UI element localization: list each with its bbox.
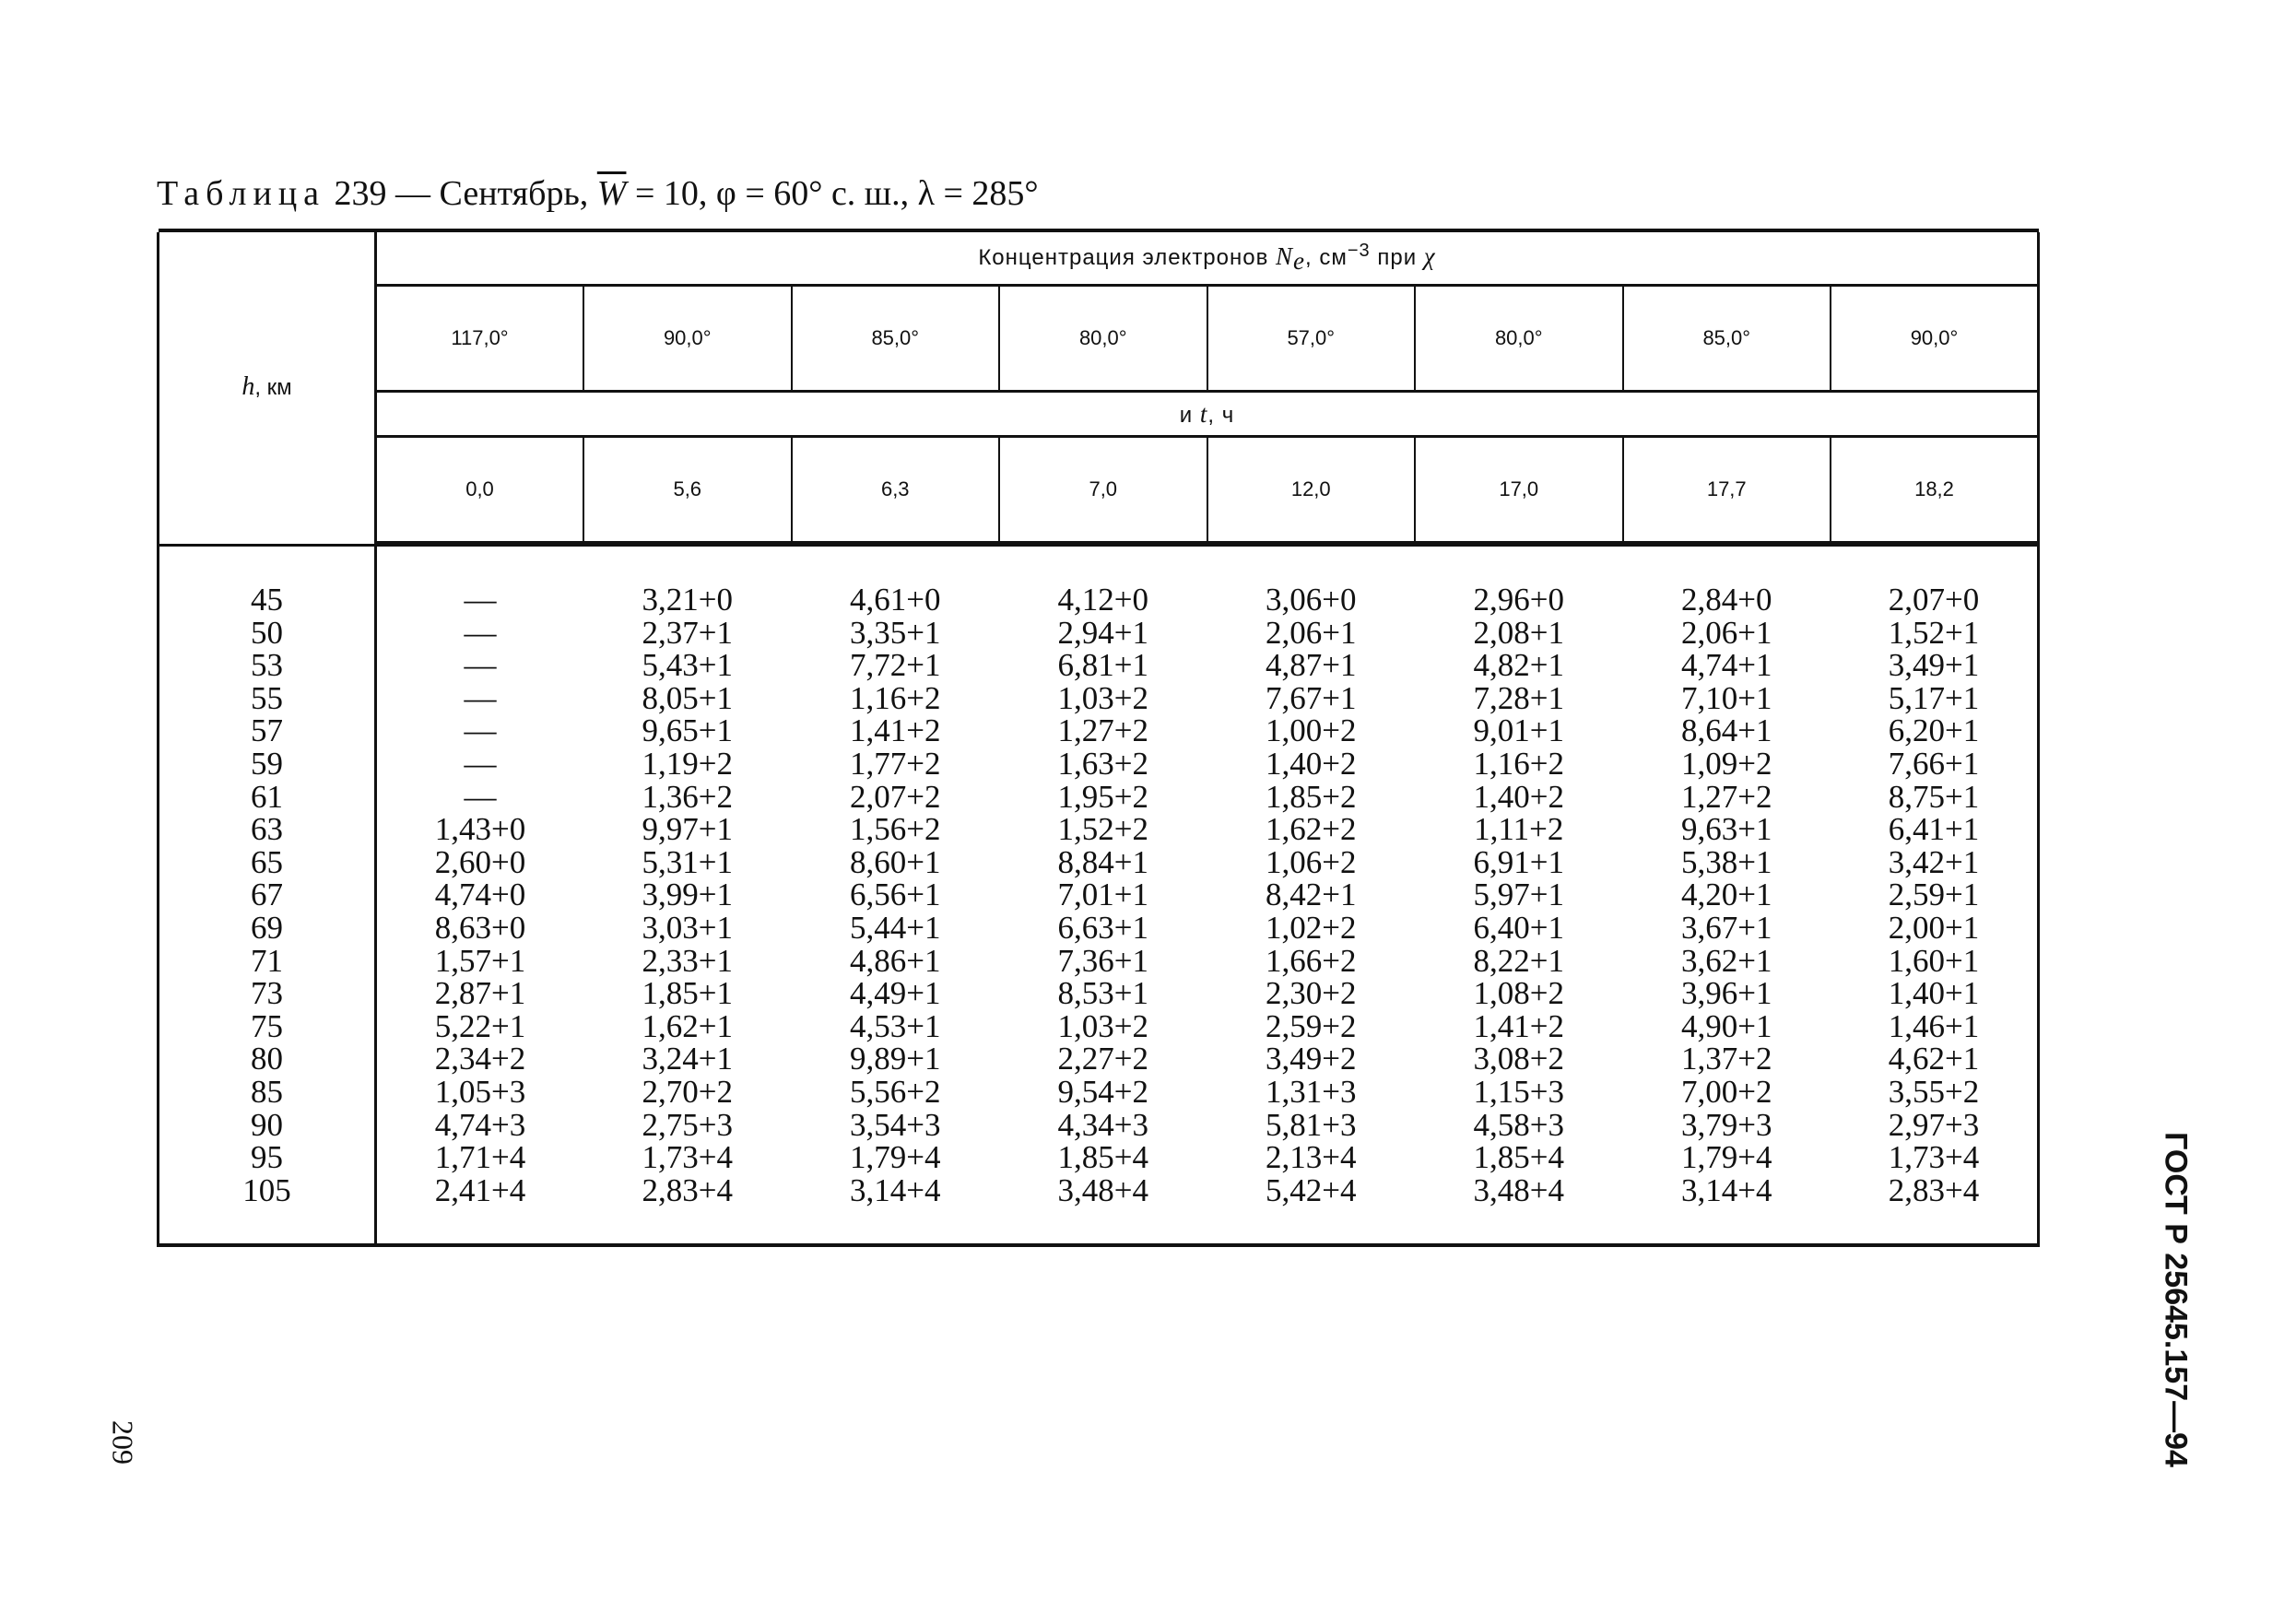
concentration-value: 2,97+3 — [1831, 1109, 2039, 1142]
time-value: 17,7 — [1623, 437, 1831, 543]
concentration-value: 1,11+2 — [1474, 811, 1564, 848]
concentration-value: 3,24+1 — [642, 1041, 733, 1077]
concentration-value: 3,67+1 — [1681, 909, 1772, 946]
height-value: 63 — [159, 813, 376, 846]
concentration-value: 3,48+4 — [1057, 1171, 1148, 1208]
concentration-value: 2,07+2 — [850, 778, 941, 815]
concentration-value: 1,31+3 — [1266, 1073, 1357, 1110]
table-title — [157, 173, 1039, 214]
concentration-value: 2,60+0 — [376, 846, 584, 879]
concentration-value: 2,41+4 — [376, 1174, 584, 1207]
concentration-value: 1,73+4 — [1831, 1141, 2039, 1174]
concentration-value: 1,27+2 — [1681, 778, 1772, 815]
concentration-value: 5,42+4 — [1266, 1171, 1357, 1208]
concentration-value: 4,87+1 — [1266, 647, 1357, 684]
concentration-value: 1,37+2 — [1681, 1041, 1772, 1077]
group-label-unit: , см — [1305, 244, 1348, 270]
concentration-value: 8,63+0 — [376, 912, 584, 945]
concentration-value: 9,97+1 — [642, 811, 733, 848]
concentration-value: 1,36+2 — [642, 778, 733, 815]
concentration-value: 1,85+4 — [1057, 1139, 1148, 1176]
concentration-value: 2,33+1 — [642, 942, 733, 979]
concentration-value: 1,43+0 — [376, 813, 584, 846]
concentration-value: 1,56+2 — [850, 811, 941, 848]
time-value: 7,0 — [999, 437, 1207, 543]
concentration-value: 6,40+1 — [1473, 909, 1564, 946]
table-row — [159, 1109, 2039, 1142]
height-value: 61 — [159, 781, 376, 814]
concentration-value: 2,70+2 — [642, 1073, 733, 1110]
concentration-value: 5,43+1 — [642, 647, 733, 684]
concentration-value: 5,97+1 — [1473, 877, 1564, 913]
concentration-value: 1,52+2 — [1057, 811, 1148, 848]
concentration-value: 2,06+1 — [1266, 614, 1357, 651]
pad-cell — [159, 1206, 376, 1245]
concentration-value: 3,99+1 — [642, 877, 733, 913]
concentration-value: 8,64+1 — [1681, 712, 1772, 749]
concentration-value: 1,79+4 — [850, 1139, 941, 1176]
concentration-value: 3,49+1 — [1831, 649, 2039, 682]
concentration-value: 1,52+1 — [1831, 617, 2039, 650]
concentration-value: 8,42+1 — [1266, 877, 1357, 913]
concentration-value: 1,85+4 — [1473, 1139, 1564, 1176]
concentration-value: 3,06+0 — [1266, 582, 1357, 618]
concentration-value: 4,34+3 — [1057, 1106, 1148, 1143]
group-label-at: при — [1370, 244, 1424, 270]
concentration-value: 3,96+1 — [1681, 975, 1772, 1012]
concentration-value: 8,60+1 — [850, 843, 941, 880]
concentration-value: 4,62+1 — [1831, 1042, 2039, 1076]
concentration-value: — — [376, 682, 584, 715]
concentration-value: 1,63+2 — [1057, 745, 1148, 782]
height-value: 90 — [159, 1109, 376, 1142]
pad-cell — [583, 1206, 792, 1245]
time-value: 17,0 — [1415, 437, 1623, 543]
concentration-value: 3,48+4 — [1473, 1171, 1564, 1208]
page-number-text: 209 — [106, 1420, 140, 1465]
concentration-value: 4,61+0 — [850, 582, 941, 618]
table-body — [157, 583, 2040, 1247]
concentration-value: 7,67+1 — [1266, 679, 1357, 716]
concentration-value: 1,41+2 — [850, 712, 941, 749]
time-label-text: и — [1179, 402, 1200, 428]
concentration-value: 8,53+1 — [1057, 975, 1148, 1012]
concentration-value: 7,36+1 — [1057, 942, 1148, 979]
ne-symbol: N — [1276, 241, 1294, 270]
table-title-w: $\overline{W}$ — [596, 174, 627, 213]
concentration-value: 3,62+1 — [1681, 942, 1772, 979]
pad-cell — [1207, 1206, 1416, 1245]
concentration-value: 3,35+1 — [850, 614, 941, 651]
electron-concentration-table — [157, 229, 2040, 583]
concentration-value: 2,87+1 — [376, 977, 584, 1010]
data-table-wrapper — [157, 229, 2037, 1247]
concentration-value: 3,08+2 — [1473, 1041, 1564, 1077]
ne-subscript: e — [1293, 247, 1306, 276]
concentration-value: 2,84+0 — [1681, 582, 1772, 618]
height-value: 50 — [159, 617, 376, 650]
concentration-value: 9,65+1 — [642, 712, 733, 749]
chi-value: 80,0° — [999, 286, 1207, 392]
height-value: 59 — [159, 747, 376, 781]
concentration-value: 4,53+1 — [850, 1007, 941, 1044]
concentration-value: 4,74+3 — [376, 1109, 584, 1142]
height-value: 55 — [159, 682, 376, 715]
concentration-value: 1,16+2 — [850, 679, 941, 716]
pad-cell — [1415, 1206, 1623, 1245]
bottom-rule — [159, 1245, 2039, 1247]
table-row — [159, 781, 2039, 814]
concentration-value: 5,17+1 — [1831, 682, 2039, 715]
concentration-value: 1,62+1 — [642, 1007, 733, 1044]
concentration-value: 5,81+3 — [1266, 1106, 1357, 1143]
concentration-value: 2,75+3 — [642, 1106, 733, 1143]
table-title-params: = 10, φ = 60° с. ш., λ = 285° — [626, 174, 1039, 213]
concentration-value: 5,22+1 — [376, 1010, 584, 1043]
concentration-value: — — [376, 747, 584, 781]
chi-value: 80,0° — [1415, 286, 1623, 392]
concentration-value: 2,37+1 — [642, 614, 733, 651]
concentration-value: 9,63+1 — [1681, 811, 1772, 848]
concentration-value: 1,40+2 — [1473, 778, 1564, 815]
concentration-value: 3,21+0 — [642, 582, 733, 618]
concentration-value: 9,01+1 — [1473, 712, 1564, 749]
concentration-value: 2,30+2 — [1266, 975, 1357, 1012]
concentration-value: 2,96+0 — [1473, 582, 1564, 618]
table-title-prefix: Таблица — [157, 174, 326, 213]
concentration-value: 1,40+2 — [1266, 745, 1357, 782]
table-row — [159, 1174, 2039, 1207]
concentration-value: 9,54+2 — [1057, 1073, 1148, 1110]
chi-value: 57,0° — [1207, 286, 1416, 392]
height-value: 71 — [159, 945, 376, 978]
concentration-value: 2,27+2 — [1057, 1041, 1148, 1077]
chi-value: 117,0° — [376, 286, 584, 392]
concentration-value: 7,10+1 — [1681, 679, 1772, 716]
table-row — [159, 1042, 2039, 1076]
concentration-value: 1,03+2 — [1057, 679, 1148, 716]
concentration-value: — — [376, 617, 584, 650]
chi-value: 85,0° — [1623, 286, 1831, 392]
concentration-value: 7,01+1 — [1057, 877, 1148, 913]
concentration-value: — — [376, 781, 584, 814]
time-value: 12,0 — [1207, 437, 1416, 543]
table-row — [159, 649, 2039, 682]
concentration-value: 8,22+1 — [1473, 942, 1564, 979]
pad-cell — [1415, 546, 1623, 584]
concentration-value: 1,05+3 — [376, 1076, 584, 1109]
concentration-value: 1,73+4 — [642, 1139, 733, 1176]
concentration-value: 7,00+2 — [1681, 1073, 1772, 1110]
concentration-value: 3,54+3 — [850, 1106, 941, 1143]
chi-value: 90,0° — [583, 286, 792, 392]
time-value: 0,0 — [376, 437, 584, 543]
pad-cell — [1623, 1206, 1831, 1245]
pad-cell — [376, 1206, 584, 1245]
concentration-value: 4,82+1 — [1473, 647, 1564, 684]
standard-designation-text: ГОСТ Р 25645.157—94 — [2158, 1132, 2194, 1467]
concentration-value: 1,06+2 — [1266, 843, 1357, 880]
concentration-value: 1,41+2 — [1473, 1007, 1564, 1044]
concentration-value: 1,15+3 — [1473, 1073, 1564, 1110]
concentration-value: 3,14+4 — [850, 1171, 941, 1208]
concentration-value: 1,09+2 — [1681, 745, 1772, 782]
standard-designation — [2148, 1115, 2203, 1484]
concentration-value: 2,34+2 — [376, 1042, 584, 1076]
concentration-value: 2,08+1 — [1473, 614, 1564, 651]
concentration-value: 7,66+1 — [1831, 747, 2039, 781]
height-value: 75 — [159, 1010, 376, 1043]
concentration-value: 4,49+1 — [850, 975, 941, 1012]
height-value: 73 — [159, 977, 376, 1010]
height-header — [159, 232, 376, 543]
concentration-value: 3,79+3 — [1681, 1106, 1772, 1143]
concentration-value: 1,77+2 — [850, 745, 941, 782]
concentration-value: 4,74+0 — [376, 878, 584, 912]
concentration-value: 8,84+1 — [1057, 843, 1148, 880]
concentration-value: 8,75+1 — [1831, 781, 2039, 814]
pad-cell — [1831, 1206, 2039, 1245]
concentration-value: 8,05+1 — [642, 679, 733, 716]
concentration-value: 2,59+2 — [1266, 1007, 1357, 1044]
concentration-value: 5,44+1 — [850, 909, 941, 946]
concentration-value: 1,71+4 — [376, 1141, 584, 1174]
concentration-value: 1,62+2 — [1266, 811, 1357, 848]
concentration-value: 1,85+2 — [1266, 778, 1357, 815]
concentration-value: 1,60+1 — [1831, 945, 2039, 978]
table-row — [159, 583, 2039, 617]
table-title-month: — Сентябрь, — [386, 174, 597, 213]
height-value: 57 — [159, 714, 376, 747]
concentration-value: 2,13+4 — [1266, 1139, 1357, 1176]
pad-cell — [1831, 546, 2039, 584]
pad-cell — [376, 546, 584, 584]
concentration-value: 1,66+2 — [1266, 942, 1357, 979]
concentration-value: 7,72+1 — [850, 647, 941, 684]
concentration-value: 2,07+0 — [1831, 583, 2039, 617]
concentration-value: 6,20+1 — [1831, 714, 2039, 747]
concentration-value: 1,40+1 — [1831, 977, 2039, 1010]
time-group-header — [376, 392, 2039, 437]
concentration-value: 4,12+0 — [1057, 582, 1148, 618]
concentration-value: 3,42+1 — [1831, 846, 2039, 879]
concentration-value: — — [376, 583, 584, 617]
table-row — [159, 714, 2039, 747]
concentration-value: 1,79+4 — [1681, 1139, 1772, 1176]
page-number — [100, 1410, 146, 1475]
concentration-value: 2,83+4 — [642, 1171, 733, 1208]
concentration-value: 4,58+3 — [1473, 1106, 1564, 1143]
group-label-exponent: −3 — [1347, 240, 1371, 261]
concentration-value: 2,00+1 — [1831, 912, 2039, 945]
concentration-value: 6,81+1 — [1057, 647, 1148, 684]
concentration-value: 2,94+1 — [1057, 614, 1148, 651]
table-row — [159, 912, 2039, 945]
table-row — [159, 945, 2039, 978]
concentration-value: 4,86+1 — [850, 942, 941, 979]
concentration-value: 4,20+1 — [1681, 877, 1772, 913]
height-value: 53 — [159, 649, 376, 682]
table-row — [159, 1076, 2039, 1109]
chi-value: 90,0° — [1831, 286, 2039, 392]
chi-value: 85,0° — [792, 286, 1000, 392]
group-label-text: Концентрация электронов — [978, 244, 1277, 270]
table-row — [159, 1010, 2039, 1043]
concentration-value: 1,00+2 — [1266, 712, 1357, 749]
concentration-group-header — [376, 232, 2039, 284]
concentration-value: 2,06+1 — [1681, 614, 1772, 651]
table-row — [159, 682, 2039, 715]
time-value: 5,6 — [583, 437, 792, 543]
concentration-value: 1,57+1 — [376, 945, 584, 978]
concentration-value: 1,46+1 — [1831, 1010, 2039, 1043]
concentration-value: 6,91+1 — [1473, 843, 1564, 880]
table-row — [159, 1141, 2039, 1174]
concentration-value: 4,74+1 — [1681, 647, 1772, 684]
concentration-value: 1,03+2 — [1057, 1007, 1148, 1044]
concentration-value: 1,19+2 — [642, 745, 733, 782]
time-value: 18,2 — [1831, 437, 2039, 543]
concentration-value: 5,38+1 — [1681, 843, 1772, 880]
pad-cell — [583, 546, 792, 584]
concentration-value: 3,49+2 — [1266, 1041, 1357, 1077]
concentration-value: 5,31+1 — [642, 843, 733, 880]
pad-cell — [792, 1206, 1000, 1245]
pad-cell — [999, 546, 1207, 584]
concentration-value: 3,03+1 — [642, 909, 733, 946]
concentration-value: 1,27+2 — [1057, 712, 1148, 749]
concentration-value: 5,56+2 — [850, 1073, 941, 1110]
concentration-value: 1,95+2 — [1057, 778, 1148, 815]
concentration-value: 6,63+1 — [1057, 909, 1148, 946]
time-label-unit: , ч — [1207, 402, 1235, 428]
concentration-value: 2,59+1 — [1831, 878, 2039, 912]
height-value: 80 — [159, 1042, 376, 1076]
concentration-value: 3,14+4 — [1681, 1171, 1772, 1208]
pad-cell — [999, 1206, 1207, 1245]
height-symbol: h — [241, 372, 255, 402]
concentration-value: 1,85+1 — [642, 975, 733, 1012]
height-value: 69 — [159, 912, 376, 945]
concentration-value: 7,28+1 — [1473, 679, 1564, 716]
height-value: 45 — [159, 583, 376, 617]
pad-cell — [159, 546, 376, 584]
concentration-value: 6,41+1 — [1831, 813, 2039, 846]
height-value: 95 — [159, 1141, 376, 1174]
concentration-value: 6,56+1 — [850, 877, 941, 913]
chi-symbol: χ — [1423, 241, 1436, 270]
concentration-value: 2,83+4 — [1831, 1174, 2039, 1207]
table-row — [159, 747, 2039, 781]
concentration-value: 1,02+2 — [1266, 909, 1357, 946]
table-row — [159, 846, 2039, 879]
concentration-value: 1,08+2 — [1473, 975, 1564, 1012]
t-symbol: t — [1199, 399, 1208, 428]
concentration-value: 9,89+1 — [850, 1041, 941, 1077]
concentration-value: 4,90+1 — [1681, 1007, 1772, 1044]
concentration-value: — — [376, 714, 584, 747]
pad-cell — [792, 546, 1000, 584]
table-row — [159, 813, 2039, 846]
pad-cell — [1207, 546, 1416, 584]
concentration-value: 1,16+2 — [1473, 745, 1564, 782]
concentration-value: 3,55+2 — [1831, 1076, 2039, 1109]
table-row — [159, 617, 2039, 650]
height-unit: , км — [254, 375, 292, 401]
height-value: 105 — [159, 1174, 376, 1207]
pad-cell — [1623, 546, 1831, 584]
height-value: 67 — [159, 878, 376, 912]
table-title-number: 239 — [334, 174, 387, 213]
height-value: 65 — [159, 846, 376, 879]
table-row — [159, 878, 2039, 912]
time-value: 6,3 — [792, 437, 1000, 543]
height-value: 85 — [159, 1076, 376, 1109]
table-row — [159, 977, 2039, 1010]
concentration-value: — — [376, 649, 584, 682]
